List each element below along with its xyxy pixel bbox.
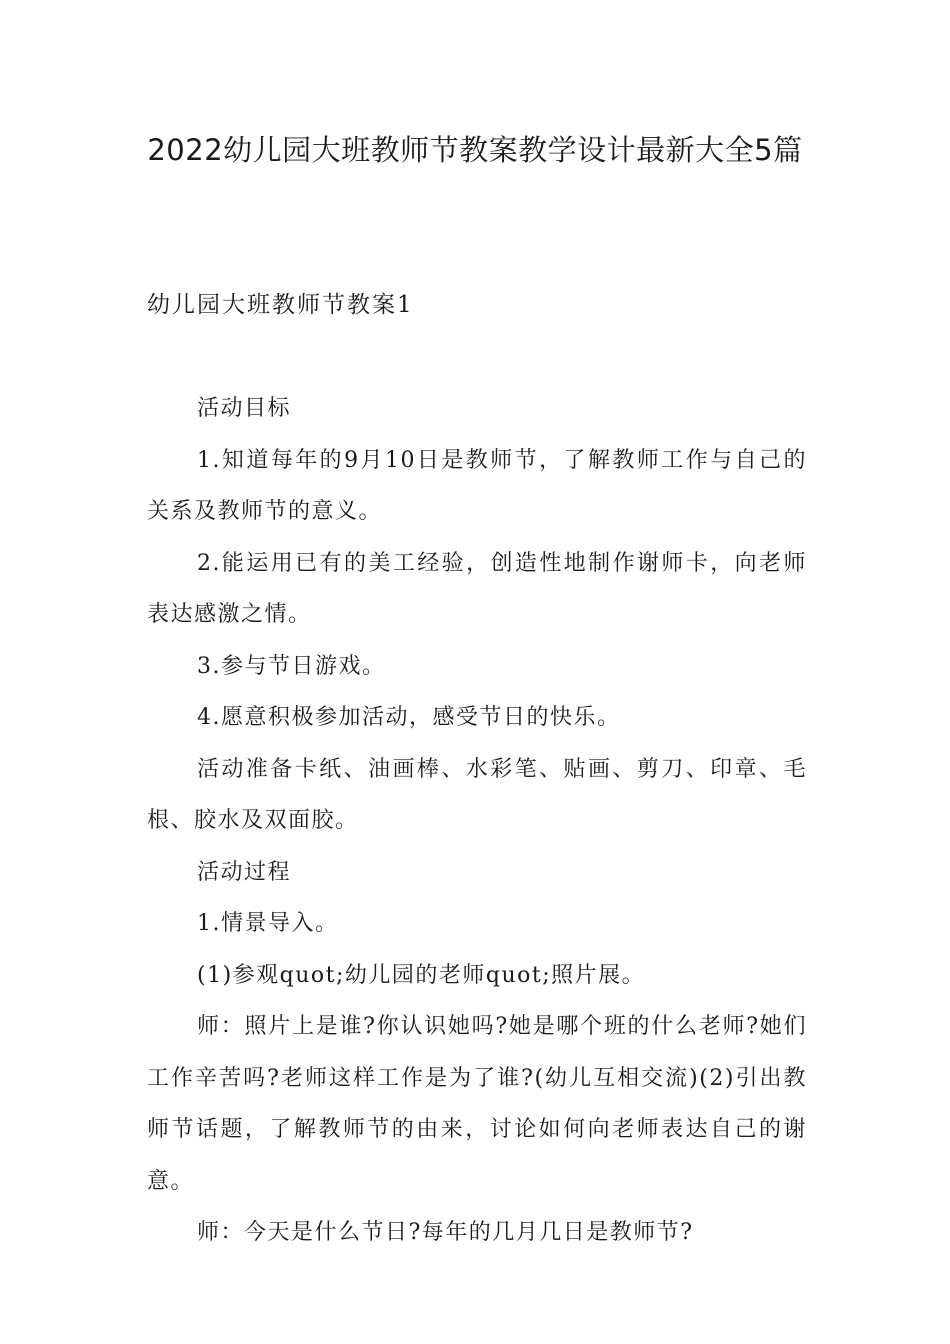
paragraph-teacher-question-1: 师：照片上是谁?你认识她吗?她是哪个班的什么老师?她们工作辛苦吗?老师这样工作是为了谁?(幼儿互相交流)(2)引出教师节话题，了解教师节的由来，讨论如何向老师表达自己的谢意。 bbox=[147, 1014, 807, 1194]
paragraph-goal-1: 1.知道每年的9月10日是教师节，了解教师工作与自己的关系及教师节的意义。 bbox=[147, 447, 807, 524]
document-body bbox=[147, 383, 807, 1259]
paragraph-activity-process-heading: 活动过程 bbox=[197, 859, 292, 885]
paragraph-goal-2: 2.能运用已有的美工经验，创造性地制作谢师卡，向老师表达感激之情。 bbox=[147, 550, 807, 627]
paragraph-activity-goals-heading: 活动目标 bbox=[197, 396, 292, 421]
paragraph-teacher-question-2: 师：今天是什么节日?每年的几月几日是教师节? bbox=[197, 1220, 694, 1245]
paragraph-goal-4: 4.愿意积极参加活动，感受节日的快乐。 bbox=[197, 705, 621, 730]
paragraph-process-1: 1.情景导入。 bbox=[197, 911, 339, 936]
section-heading: 幼儿园大班教师节教案1 bbox=[147, 292, 414, 318]
paragraph-activity-preparation: 活动准备卡纸、油画棒、水彩笔、贴画、剪刀、印章、毛根、胶水及双面胶。 bbox=[147, 756, 807, 833]
document-title: 2022幼儿园大班教师节教案教学设计最新大全5篇 bbox=[147, 133, 803, 167]
paragraph-process-1-1: (1)参观quot;幼儿园的老师quot;照片展。 bbox=[197, 962, 646, 988]
paragraph-goal-3: 3.参与节日游戏。 bbox=[197, 653, 386, 679]
